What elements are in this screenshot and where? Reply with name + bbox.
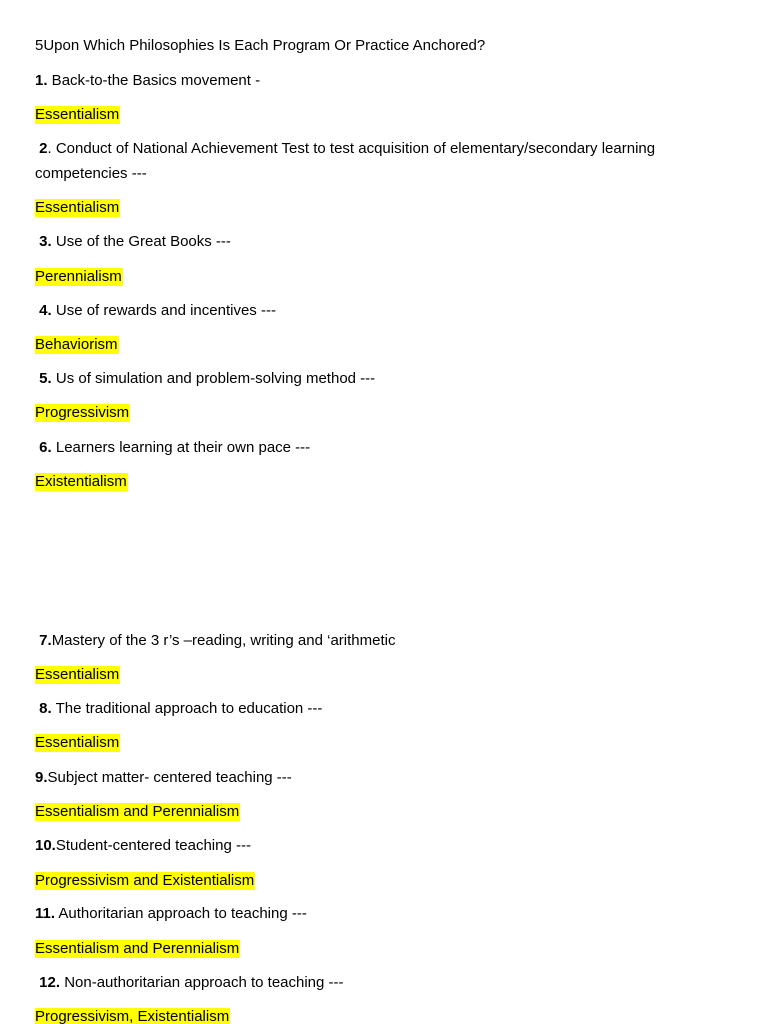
answer-11 xyxy=(35,936,728,961)
answer-5 xyxy=(35,400,728,425)
answer-1 xyxy=(35,102,728,127)
question-number: 12. xyxy=(39,974,61,991)
question-text: Learners learning at their own pace --- xyxy=(51,439,311,456)
answer-12 xyxy=(35,1004,728,1024)
question-4 xyxy=(35,298,728,323)
answer-highlight: Essentialism xyxy=(35,199,120,216)
answer-6 xyxy=(35,469,728,494)
answer-highlight: Behaviorism xyxy=(35,336,118,353)
question-number: 2 xyxy=(39,140,48,157)
question-text: Subject matter- centered teaching --- xyxy=(47,769,292,786)
question-number: 10. xyxy=(35,837,56,854)
answer-highlight: Essentialism and Perennialism xyxy=(35,940,240,957)
question-11 xyxy=(35,901,728,926)
answer-9 xyxy=(35,799,728,824)
question-text: Mastery of the 3 r’s –reading, writing and ‘arithmetic xyxy=(51,632,396,649)
question-number: 7. xyxy=(39,632,52,649)
answer-highlight: Existentialism xyxy=(35,473,127,490)
question-text: Use of the Great Books --- xyxy=(51,233,231,250)
question-2 xyxy=(35,136,728,186)
question-text: Student-centered teaching --- xyxy=(55,837,251,854)
answer-highlight: Perennialism xyxy=(35,268,122,285)
question-number: 1. xyxy=(35,72,48,89)
answer-highlight: Essentialism xyxy=(35,106,120,123)
question-1 xyxy=(35,68,728,93)
answer-highlight: Essentialism xyxy=(35,666,120,683)
answer-highlight: Essentialism and Perennialism xyxy=(35,803,240,820)
question-text: Back-to-the Basics movement - xyxy=(47,72,261,89)
page-title: 5Upon Which Philosophies Is Each Program Or Practice Anchored? xyxy=(35,37,486,54)
question-text: . Conduct of National Achievement Test to test acquisition of elementary/secondary learning competencies --- xyxy=(35,140,660,182)
question-5 xyxy=(35,366,728,391)
question-text: Non-authoritarian approach to teaching --- xyxy=(60,974,344,991)
question-number: 8. xyxy=(39,700,52,717)
question-text: The traditional approach to education --- xyxy=(51,700,323,717)
question-number: 4. xyxy=(39,302,52,319)
question-text: Use of rewards and incentives --- xyxy=(51,302,276,319)
answer-highlight: Progressivism and Existentialism xyxy=(35,872,255,889)
answer-3 xyxy=(35,264,728,289)
question-6 xyxy=(35,435,728,460)
question-10 xyxy=(35,833,728,858)
question-number: 9. xyxy=(35,769,48,786)
question-3 xyxy=(35,229,728,254)
answer-10 xyxy=(35,868,728,893)
answer-highlight: Essentialism xyxy=(35,734,120,751)
answer-highlight: Progressivism xyxy=(35,404,130,421)
question-number: 3. xyxy=(39,233,52,250)
question-7 xyxy=(35,628,728,653)
question-number: 11. xyxy=(35,905,56,922)
question-12 xyxy=(35,970,728,995)
question-text: Authoritarian approach to teaching --- xyxy=(55,905,307,922)
question-text: Us of simulation and problem-solving method --- xyxy=(51,370,376,387)
question-9 xyxy=(35,765,728,790)
answer-7 xyxy=(35,662,728,687)
answer-4 xyxy=(35,332,728,357)
question-number: 5. xyxy=(39,370,52,387)
question-8 xyxy=(35,696,728,721)
question-number: 6. xyxy=(39,439,52,456)
answer-highlight: Progressivism, Existentialism xyxy=(35,1008,230,1024)
answer-2 xyxy=(35,195,728,220)
answer-8 xyxy=(35,730,728,755)
